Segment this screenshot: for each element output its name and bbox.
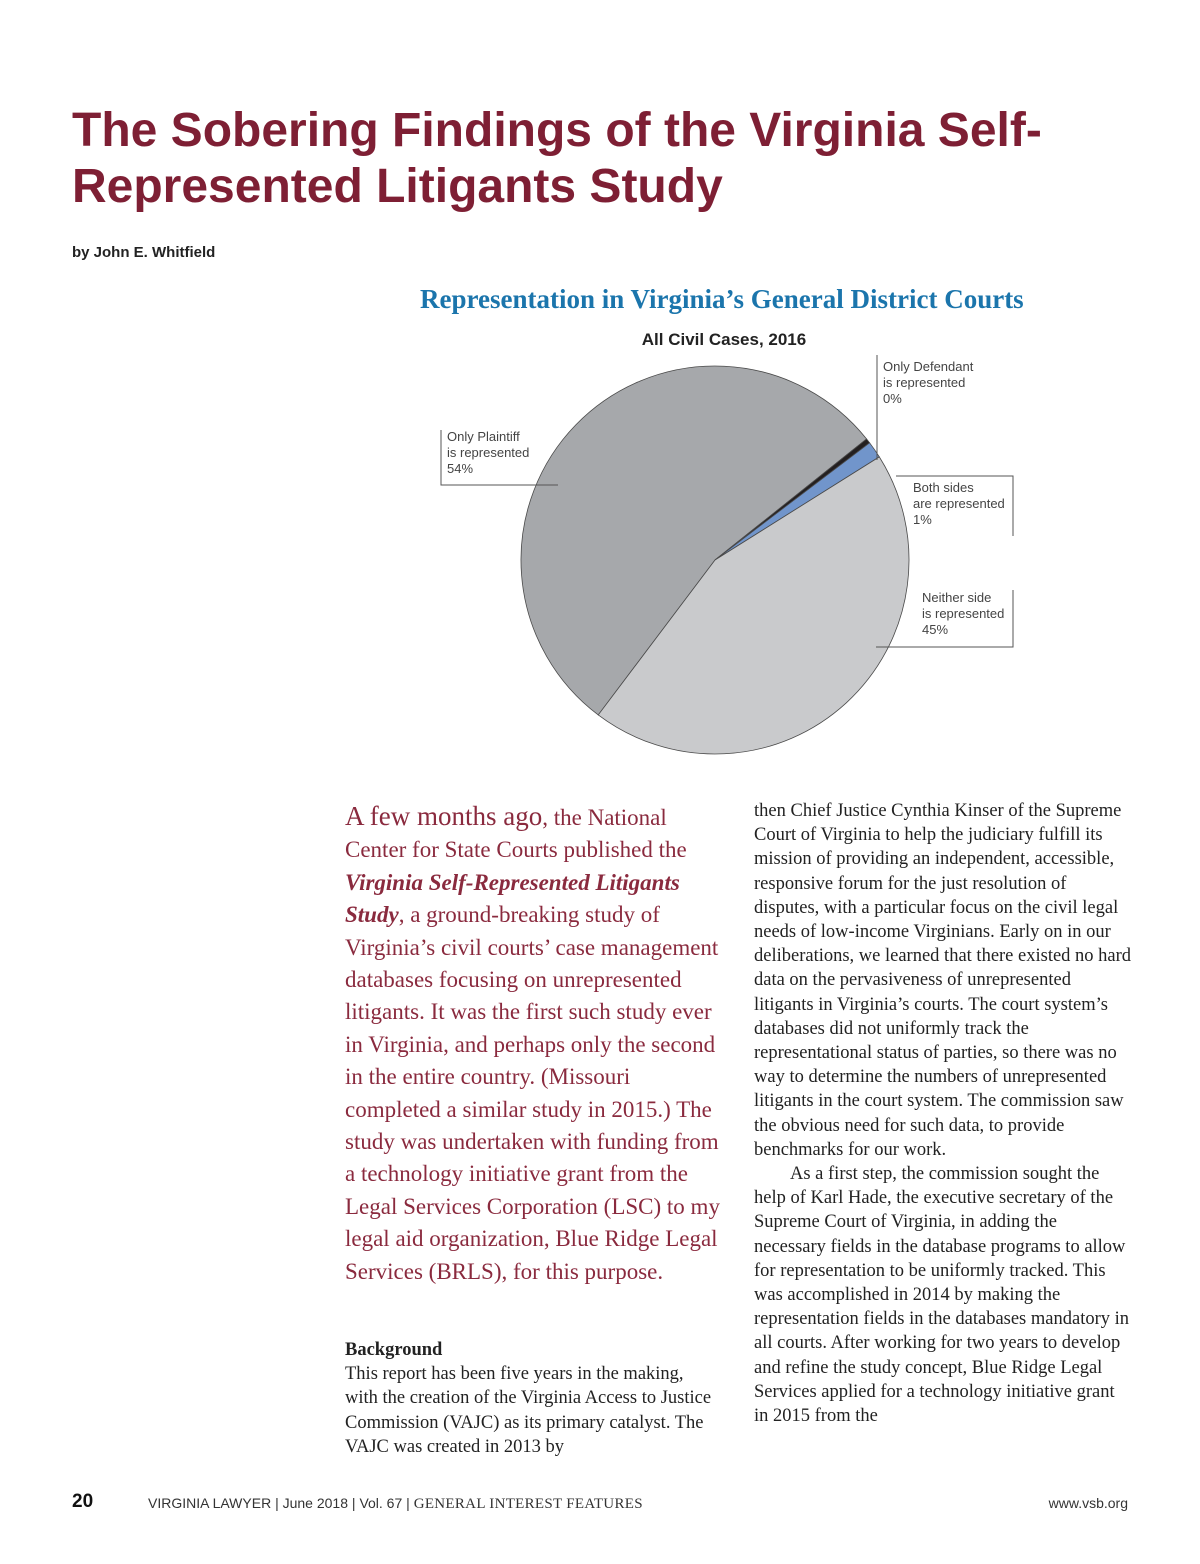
publication-name: VIRGINIA LAWYER <box>148 1495 272 1511</box>
label-only-plaintiff-value: 54% <box>447 461 474 476</box>
label-both-sides-value: 1% <box>913 512 932 527</box>
column2-paragraph-1: then Chief Justice Cynthia Kinser of the Supreme Court of Virginia to help the judiciary fulfill its mission of providing an independent, accessible, responsive forum for the just resolution of disputes, with a particular focus on the civil legal needs of low-income Virginians. Early on in our deliberations, we learned that there existed no hard data on the pervasiveness of unrepresented litigants in Virginia’s courts. The court system’s databases did not uniformly track the representational status of parties, so there was no way to determine the numbers of unrepresented litigants in the court system. The commission saw the obvious need for such data, to provide benchmarks for our work. <box>754 801 1132 1160</box>
label-only-defendant-line1: Only Defendant <box>883 359 974 374</box>
lead-dropcap: A few months ago <box>345 801 543 831</box>
article-title: The Sobering Findings of the Virginia Self-Represented Litigants Study <box>72 104 1042 213</box>
background-paragraph: This report has been five years in the making, with the creation of the Virginia Access to Justice Commission (VAJC) as its primary catalyst. The VAJC was created in 2013 by <box>345 1364 712 1457</box>
label-both-sides-line1: Both sides <box>913 480 974 495</box>
label-only-defendant-line2: is represented <box>883 375 966 390</box>
masthead <box>148 1495 643 1513</box>
separator: | <box>351 1495 356 1511</box>
lead-text-1: , the National Center for State Courts published the <box>345 805 687 863</box>
label-neither-side-value: 45% <box>922 622 949 637</box>
background-heading: Background <box>345 1340 443 1360</box>
page-footer <box>72 1493 1128 1517</box>
study-title: Virginia Self-Represented Litigants Study <box>345 869 680 928</box>
issue-date: June 2018 <box>282 1495 349 1511</box>
website-link[interactable]: www.vsb.org <box>1048 1495 1128 1511</box>
chart-title: Representation in Virginia’s General District Courts <box>420 284 1024 314</box>
separator: | <box>406 1495 410 1511</box>
lead-text-2: , a ground-breaking study of Virginia’s civil courts’ case management databases focusing on unrepresented litigants. It was the first such study ever in Virginia, and perhaps only the second in the entire country. (Missouri completed a similar study in 2015.) The study was undertaken with funding from a technology initiative grant from the Legal Services Corporation (LSC) to my legal aid organization, Blue Ridge Legal Services (BRLS), for this purpose. <box>345 902 720 1284</box>
label-only-defendant-value: 0% <box>883 391 902 406</box>
pie-chart <box>400 340 1060 770</box>
label-only-plaintiff-line2: is represented <box>447 445 530 460</box>
volume: Vol. 67 <box>359 1495 403 1511</box>
chart-subtitle: All Civil Cases, 2016 <box>641 330 807 349</box>
column2-paragraph-2: As a first step, the commission sought the help of Karl Hade, the executive secretary of the Supreme Court of Virginia, in adding the necessary fields in the database programs to allow for representation to be uniformly tracked. This was accomplished in 2014 by making the representation fields in the databases mandatory in all courts. After working for two years to develop and refine the study concept, Blue Ridge Legal Services applied for a technology initiative grant in 2015 from the <box>754 1164 1130 1427</box>
separator: | <box>275 1495 279 1511</box>
column-2 <box>754 799 1132 1428</box>
lead-paragraph <box>345 800 725 1288</box>
label-only-plaintiff-line1: Only Plaintiff <box>447 429 520 444</box>
byline: by John E. Whitfield <box>72 244 216 261</box>
label-both-sides-line2: are represented <box>913 496 1005 511</box>
label-neither-side-line2: is represented <box>922 606 1005 621</box>
label-neither-side-line1: Neither side <box>922 590 992 605</box>
section-name: GENERAL INTEREST FEATURES <box>413 1496 643 1512</box>
page-number: 20 <box>72 1491 94 1512</box>
background-section <box>345 1338 715 1459</box>
